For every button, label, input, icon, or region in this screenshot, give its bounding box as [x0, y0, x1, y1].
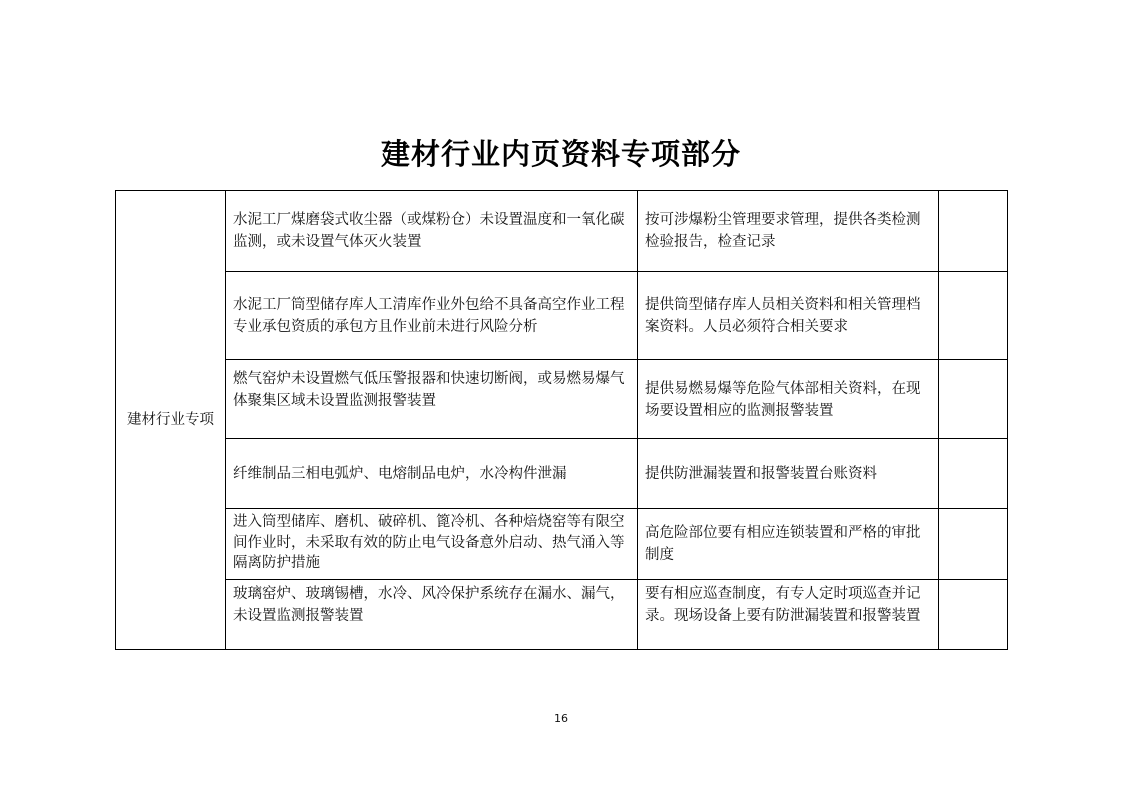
page-title: 建材行业内页资料专项部分 [380, 137, 741, 171]
requirement-cell: 提供筒型储存库人员相关资料和相关管理档案资料。人员必须符合相关要求 [638, 272, 939, 360]
hazard-cell: 玻璃窑炉、玻璃锡槽，水冷、风冷保护系统存在漏水、漏气，未设置监测报警装置 [226, 580, 638, 650]
check-cell [939, 439, 1008, 509]
table-row [116, 439, 1008, 509]
category-cell: 建材行业专项 [116, 191, 226, 650]
hazard-cell: 水泥工厂煤磨袋式收尘器（或煤粉仓）未设置温度和一氧化碳监测，或未设置气体灭火装置 [226, 191, 638, 272]
check-cell [939, 360, 1008, 439]
requirement-cell: 提供易燃易爆等危险气体部相关资料，在现场要设置相应的监测报警装置 [638, 360, 939, 439]
check-cell [939, 191, 1008, 272]
requirement-cell: 要有相应巡查制度，有专人定时项巡查并记录。现场设备上要有防泄漏装置和报警装置 [638, 580, 939, 650]
check-cell [939, 580, 1008, 650]
table-row [116, 580, 1008, 650]
inspection-table [115, 190, 1008, 650]
hazard-cell: 水泥工厂筒型储存库人工清库作业外包给不具备高空作业工程专业承包资质的承包方且作业前未进行风险分析 [226, 272, 638, 360]
requirement-cell: 提供防泄漏装置和报警装置台账资料 [638, 439, 939, 509]
table-row [116, 509, 1008, 580]
hazard-cell: 进入筒型储库、磨机、破碎机、篦冷机、各种焙烧窑等有限空间作业时，未采取有效的防止电气设备意外启动、热气涌入等隔离防护措施 [226, 509, 638, 580]
table-row [116, 191, 1008, 272]
page-number: 16 [554, 712, 568, 725]
requirement-cell: 高危险部位要有相应连锁装置和严格的审批制度 [638, 509, 939, 580]
hazard-cell: 纤维制品三相电弧炉、电熔制品电炉，水冷构件泄漏 [226, 439, 638, 509]
hazard-cell: 燃气窑炉未设置燃气低压警报器和快速切断阀，或易燃易爆气体聚集区域未设置监测报警装置 [226, 360, 638, 439]
table-row [116, 360, 1008, 439]
requirement-cell: 按可涉爆粉尘管理要求管理，提供各类检测检验报告，检查记录 [638, 191, 939, 272]
table-row [116, 272, 1008, 360]
check-cell [939, 272, 1008, 360]
check-cell [939, 509, 1008, 580]
